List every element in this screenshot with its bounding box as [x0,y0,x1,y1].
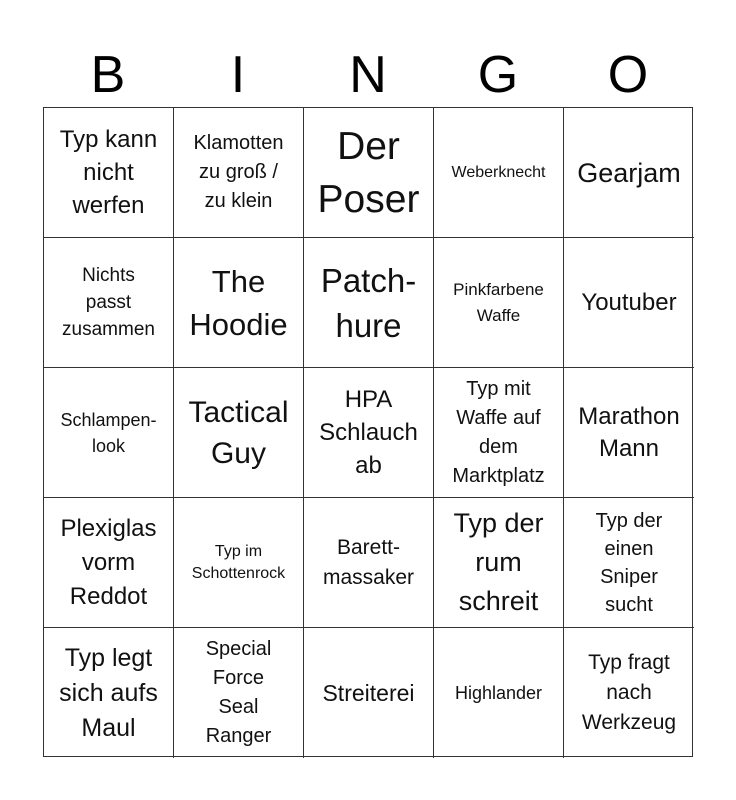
cell-text: The Hoodie [189,263,288,342]
bingo-cell[interactable] [304,368,434,498]
cell-text: Gearjam [577,157,681,188]
bingo-cell[interactable] [44,498,174,628]
cell-text: Typ kann nicht werfen [59,126,158,219]
cell-text: Marathon Mann [578,402,680,462]
bingo-cell[interactable] [174,108,304,238]
cell-text: Special Force Seal Ranger [205,638,272,747]
cell-text: Tactical Guy [188,395,289,470]
bingo-cell[interactable] [564,108,694,238]
bingo-cell[interactable] [174,238,304,368]
bingo-cell[interactable] [564,628,694,758]
bingo-cell[interactable] [304,238,434,368]
bingo-cell[interactable] [434,368,564,498]
bingo-cell[interactable] [304,498,434,628]
cell-text: Plexiglas vorm Reddot [60,514,157,610]
bingo-cell[interactable] [434,628,564,758]
bingo-cell[interactable] [174,368,304,498]
cell-text: Youtuber [581,288,677,316]
cell-text: Nichts passt zusammen [62,265,155,340]
cell-text: Typ der einen Sniper sucht [595,509,663,616]
bingo-cell[interactable] [434,238,564,368]
bingo-cell[interactable] [564,368,694,498]
bingo-cell[interactable] [44,108,174,238]
bingo-cell[interactable] [434,108,564,238]
bingo-cell[interactable] [564,238,694,368]
cell-text: Streiterei [322,680,415,706]
bingo-cell[interactable] [304,108,434,238]
bingo-cell[interactable] [434,498,564,628]
cell-text: Pinkfarbene Waffe [453,279,544,325]
cell-text: HPA Schlauch ab [319,386,418,479]
cell-text: Weberknecht [451,163,546,181]
cell-text: Typ legt sich aufs Maul [59,643,158,742]
header-letter-g: G [477,46,519,104]
bingo-cell[interactable] [44,368,174,498]
cell-text: Typ der rum schreit [453,508,544,616]
bingo-cell[interactable] [564,498,694,628]
header-letter-b: B [90,46,126,104]
cell-text: Klamotten zu groß / zu klein [193,132,284,212]
header-letter-o: O [607,46,649,104]
cell-text: Typ mit Waffe auf dem Marktplatz [452,377,545,487]
cell-text: Der Poser [317,124,420,221]
cell-text: Typ fragt nach Werkzeug [581,651,677,734]
bingo-cell[interactable] [174,498,304,628]
header-letter-i: I [230,46,246,104]
cell-text: Schlampen- look [60,409,157,456]
cell-text: Highlander [454,683,543,703]
bingo-grid [43,107,693,757]
cell-text: Patch- hure [320,261,417,344]
bingo-cell[interactable] [44,238,174,368]
header-letter-n: N [349,46,387,104]
cell-text: Barett- massaker [322,535,415,589]
bingo-header [43,42,693,108]
bingo-cell[interactable] [304,628,434,758]
bingo-cell[interactable] [44,628,174,758]
cell-text: Typ im Schottenrock [191,542,286,582]
bingo-cell[interactable] [174,628,304,758]
